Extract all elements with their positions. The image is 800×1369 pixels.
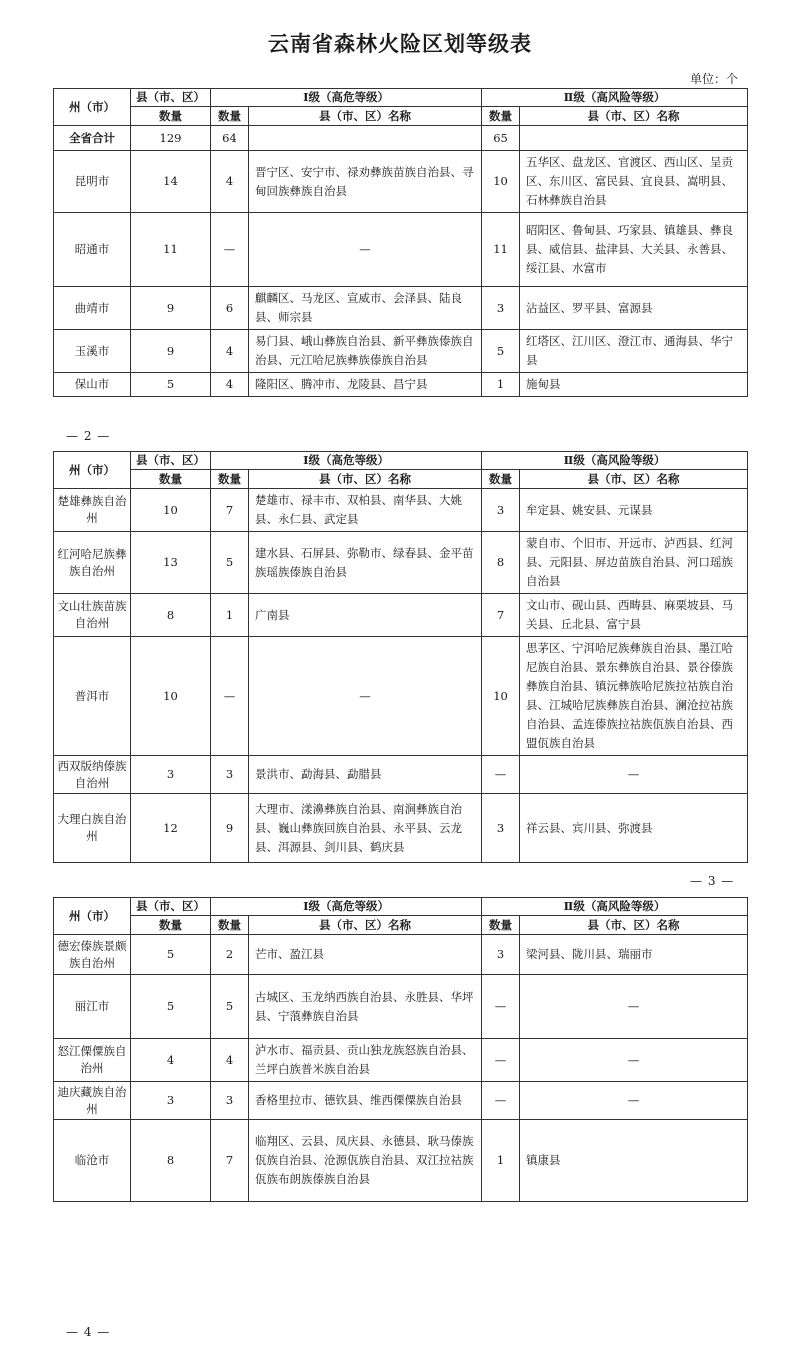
row-l1-names: 香格里拉市、德钦县、维西傈僳族自治县 (249, 1082, 482, 1120)
subheader-total-count: 数量 (131, 470, 211, 489)
row-l1-names: 芒市、盈江县 (249, 935, 482, 975)
header-prefecture: 州（市） (54, 898, 131, 935)
table-row (54, 1039, 748, 1082)
subheader-level1-count: 数量 (211, 470, 249, 489)
header-county: 县（市、区） (131, 89, 211, 107)
header-prefecture: 州（市） (54, 452, 131, 489)
row-l2-count: 1 (482, 373, 520, 397)
subheader-total-count: 数量 (131, 107, 211, 126)
row-l1-names: 楚雄市、禄丰市、双柏县、南华县、大姚县、永仁县、武定县 (249, 489, 482, 532)
header-level2: Ⅱ级（高风险等级） (482, 898, 748, 916)
row-total: 10 (131, 489, 211, 532)
risk-table-page-3 (53, 897, 748, 1202)
row-l2-names: 文山市、砚山县、西畴县、麻栗坡县、马关县、丘北县、富宁县 (520, 594, 748, 637)
unit-label: 单位：个 (689, 72, 738, 86)
row-l2-count: 3 (482, 489, 520, 532)
row-l1-names: 古城区、玉龙纳西族自治县、永胜县、华坪县、宁蒗彝族自治县 (249, 975, 482, 1039)
row-l1-count: 3 (211, 756, 249, 794)
row-l1-count: 1 (211, 594, 249, 637)
risk-table-page-2 (53, 451, 748, 863)
table-row (54, 637, 748, 756)
row-l2-names: 施甸县 (520, 373, 748, 397)
subheader-level2-count: 数量 (482, 916, 520, 935)
page-number: — 3 — (690, 874, 735, 888)
table-row (54, 1120, 748, 1202)
row-l2-names: 五华区、盘龙区、官渡区、西山区、呈贡区、东川区、富民县、宜良县、嵩明县、石林彝族自治县 (520, 151, 748, 213)
table-row (54, 1082, 748, 1120)
header-prefecture: 州（市） (54, 89, 131, 126)
row-l2-count: — (482, 975, 520, 1039)
row-l2-names: 蒙自市、个旧市、开远市、泸西县、红河县、元阳县、屏边苗族自治县、河口瑶族自治县 (520, 532, 748, 594)
row-l1-count: 4 (211, 373, 249, 397)
row-name: 大理白族自治州 (54, 794, 131, 863)
row-l1-names: 临翔区、云县、凤庆县、永德县、耿马傣族佤族自治县、沧源佤族自治县、双江拉祜族佤族布朗族傣族自治县 (249, 1120, 482, 1202)
row-l1-count: 4 (211, 330, 249, 373)
table-row (54, 213, 748, 287)
row-l2-count: 10 (482, 637, 520, 756)
row-l1-count: 6 (211, 287, 249, 330)
row-total: 12 (131, 794, 211, 863)
row-total: 5 (131, 373, 211, 397)
row-l1-count: 7 (211, 1120, 249, 1202)
table-row (54, 373, 748, 397)
document-title: 云南省森林火险区划等级表 (268, 31, 532, 56)
row-l1-names: 大理市、漾濞彝族自治县、南涧彝族自治县、巍山彝族回族自治县、永平县、云龙县、洱源县、剑川县、鹤庆县 (249, 794, 482, 863)
table-row (54, 935, 748, 975)
row-l2-count: 3 (482, 794, 520, 863)
row-l2-names: 镇康县 (520, 1120, 748, 1202)
row-total: 13 (131, 532, 211, 594)
row-l1-count: 2 (211, 935, 249, 975)
row-l1-count: 5 (211, 532, 249, 594)
row-l1-count: 64 (211, 126, 249, 151)
row-name: 文山壮族苗族自治州 (54, 594, 131, 637)
table-row (54, 532, 748, 594)
table-row (54, 489, 748, 532)
row-name: 西双版纳傣族自治州 (54, 756, 131, 794)
table-row (54, 794, 748, 863)
risk-table-page-1 (53, 88, 748, 397)
row-name: 德宏傣族景颇族自治州 (54, 935, 131, 975)
table-row (54, 330, 748, 373)
table-row (54, 287, 748, 330)
row-total: 8 (131, 594, 211, 637)
table-row (54, 151, 748, 213)
header-level2: Ⅱ级（高风险等级） (482, 89, 748, 107)
header-level1: Ⅰ级（高危等级） (211, 898, 482, 916)
header-level1: Ⅰ级（高危等级） (211, 89, 482, 107)
row-name: 保山市 (54, 373, 131, 397)
row-l2-count: 5 (482, 330, 520, 373)
row-l2-names: — (520, 975, 748, 1039)
row-l1-names: 晋宁区、安宁市、禄劝彝族苗族自治县、寻甸回族彝族自治县 (249, 151, 482, 213)
row-l1-names: 隆阳区、腾冲市、龙陵县、昌宁县 (249, 373, 482, 397)
row-l1-names: 广南县 (249, 594, 482, 637)
subheader-level1-names: 县（市、区）名称 (249, 470, 482, 489)
row-total: 3 (131, 756, 211, 794)
row-total: 9 (131, 287, 211, 330)
row-name: 昆明市 (54, 151, 131, 213)
row-l1-names: 景洪市、勐海县、勐腊县 (249, 756, 482, 794)
row-l2-count: 7 (482, 594, 520, 637)
row-l2-names: 红塔区、江川区、澄江市、通海县、华宁县 (520, 330, 748, 373)
subheader-level2-names: 县（市、区）名称 (520, 470, 748, 489)
row-l2-names: — (520, 756, 748, 794)
row-l2-count: 8 (482, 532, 520, 594)
subheader-level2-count: 数量 (482, 107, 520, 126)
table-row (54, 594, 748, 637)
row-l2-names: 沾益区、罗平县、富源县 (520, 287, 748, 330)
row-l1-count: — (211, 213, 249, 287)
row-l2-names: 牟定县、姚安县、元谋县 (520, 489, 748, 532)
row-l2-count: — (482, 1082, 520, 1120)
row-l1-count: 7 (211, 489, 249, 532)
row-l1-names: 泸水市、福贡县、贡山独龙族怒族自治县、兰坪白族普米族自治县 (249, 1039, 482, 1082)
row-l2-names: 梁河县、陇川县、瑞丽市 (520, 935, 748, 975)
row-l1-names: — (249, 213, 482, 287)
header-level2: Ⅱ级（高风险等级） (482, 452, 748, 470)
row-name: 红河哈尼族彝族自治州 (54, 532, 131, 594)
row-name: 曲靖市 (54, 287, 131, 330)
row-name: 普洱市 (54, 637, 131, 756)
row-name: 玉溪市 (54, 330, 131, 373)
row-l2-count: 1 (482, 1120, 520, 1202)
subheader-level1-names: 县（市、区）名称 (249, 916, 482, 935)
page-number: — 4 — (66, 1325, 111, 1339)
row-total: 11 (131, 213, 211, 287)
row-total: 5 (131, 975, 211, 1039)
row-name: 昭通市 (54, 213, 131, 287)
row-total: 14 (131, 151, 211, 213)
row-l1-names (249, 126, 482, 151)
row-name: 丽江市 (54, 975, 131, 1039)
row-l2-count: — (482, 1039, 520, 1082)
row-name: 怒江傈僳族自治州 (54, 1039, 131, 1082)
row-l2-count: 10 (482, 151, 520, 213)
subheader-level2-count: 数量 (482, 470, 520, 489)
row-l2-names (520, 126, 748, 151)
row-total: 10 (131, 637, 211, 756)
row-total: 5 (131, 935, 211, 975)
row-l1-count: 4 (211, 1039, 249, 1082)
row-total: 9 (131, 330, 211, 373)
header-county: 县（市、区） (131, 898, 211, 916)
row-total: 129 (131, 126, 211, 151)
row-l2-names: 思茅区、宁洱哈尼族彝族自治县、墨江哈尼族自治县、景东彝族自治县、景谷傣族彝族自治县、镇沅彝族哈尼族拉祜族自治县、江城哈尼族彝族自治县、澜沧拉祜族自治县、孟连傣族拉祜族佤族自治县、西盟佤族自治县 (520, 637, 748, 756)
table-row (54, 975, 748, 1039)
row-l2-count: 3 (482, 287, 520, 330)
subheader-level1-count: 数量 (211, 107, 249, 126)
row-l1-count: — (211, 637, 249, 756)
row-l1-names: 易门县、峨山彝族自治县、新平彝族傣族自治县、元江哈尼族彝族傣族自治县 (249, 330, 482, 373)
row-l2-names: — (520, 1082, 748, 1120)
row-l2-count: — (482, 756, 520, 794)
row-total: 8 (131, 1120, 211, 1202)
row-name: 楚雄彝族自治州 (54, 489, 131, 532)
row-name: 临沧市 (54, 1120, 131, 1202)
subheader-level2-names: 县（市、区）名称 (520, 916, 748, 935)
table-row (54, 756, 748, 794)
table-row (54, 126, 748, 151)
row-name: 迪庆藏族自治州 (54, 1082, 131, 1120)
row-l2-names: 昭阳区、鲁甸县、巧家县、镇雄县、彝良县、威信县、盐津县、大关县、永善县、绥江县、水富市 (520, 213, 748, 287)
row-l1-names: 建水县、石屏县、弥勒市、绿春县、金平苗族瑶族傣族自治县 (249, 532, 482, 594)
row-l2-names: 祥云县、宾川县、弥渡县 (520, 794, 748, 863)
header-level1: Ⅰ级（高危等级） (211, 452, 482, 470)
header-county: 县（市、区） (131, 452, 211, 470)
subheader-level1-count: 数量 (211, 916, 249, 935)
row-l2-count: 3 (482, 935, 520, 975)
row-l2-names: — (520, 1039, 748, 1082)
row-l2-count: 11 (482, 213, 520, 287)
subheader-level1-names: 县（市、区）名称 (249, 107, 482, 126)
row-l1-count: 4 (211, 151, 249, 213)
row-l1-names: — (249, 637, 482, 756)
row-l1-count: 9 (211, 794, 249, 863)
page-number: — 2 — (66, 429, 111, 443)
row-total: 3 (131, 1082, 211, 1120)
row-total: 4 (131, 1039, 211, 1082)
subheader-total-count: 数量 (131, 916, 211, 935)
row-name: 全省合计 (54, 126, 131, 151)
subheader-level2-names: 县（市、区）名称 (520, 107, 748, 126)
row-l1-count: 3 (211, 1082, 249, 1120)
row-l1-count: 5 (211, 975, 249, 1039)
row-l2-count: 65 (482, 126, 520, 151)
row-l1-names: 麒麟区、马龙区、宣威市、会泽县、陆良县、师宗县 (249, 287, 482, 330)
